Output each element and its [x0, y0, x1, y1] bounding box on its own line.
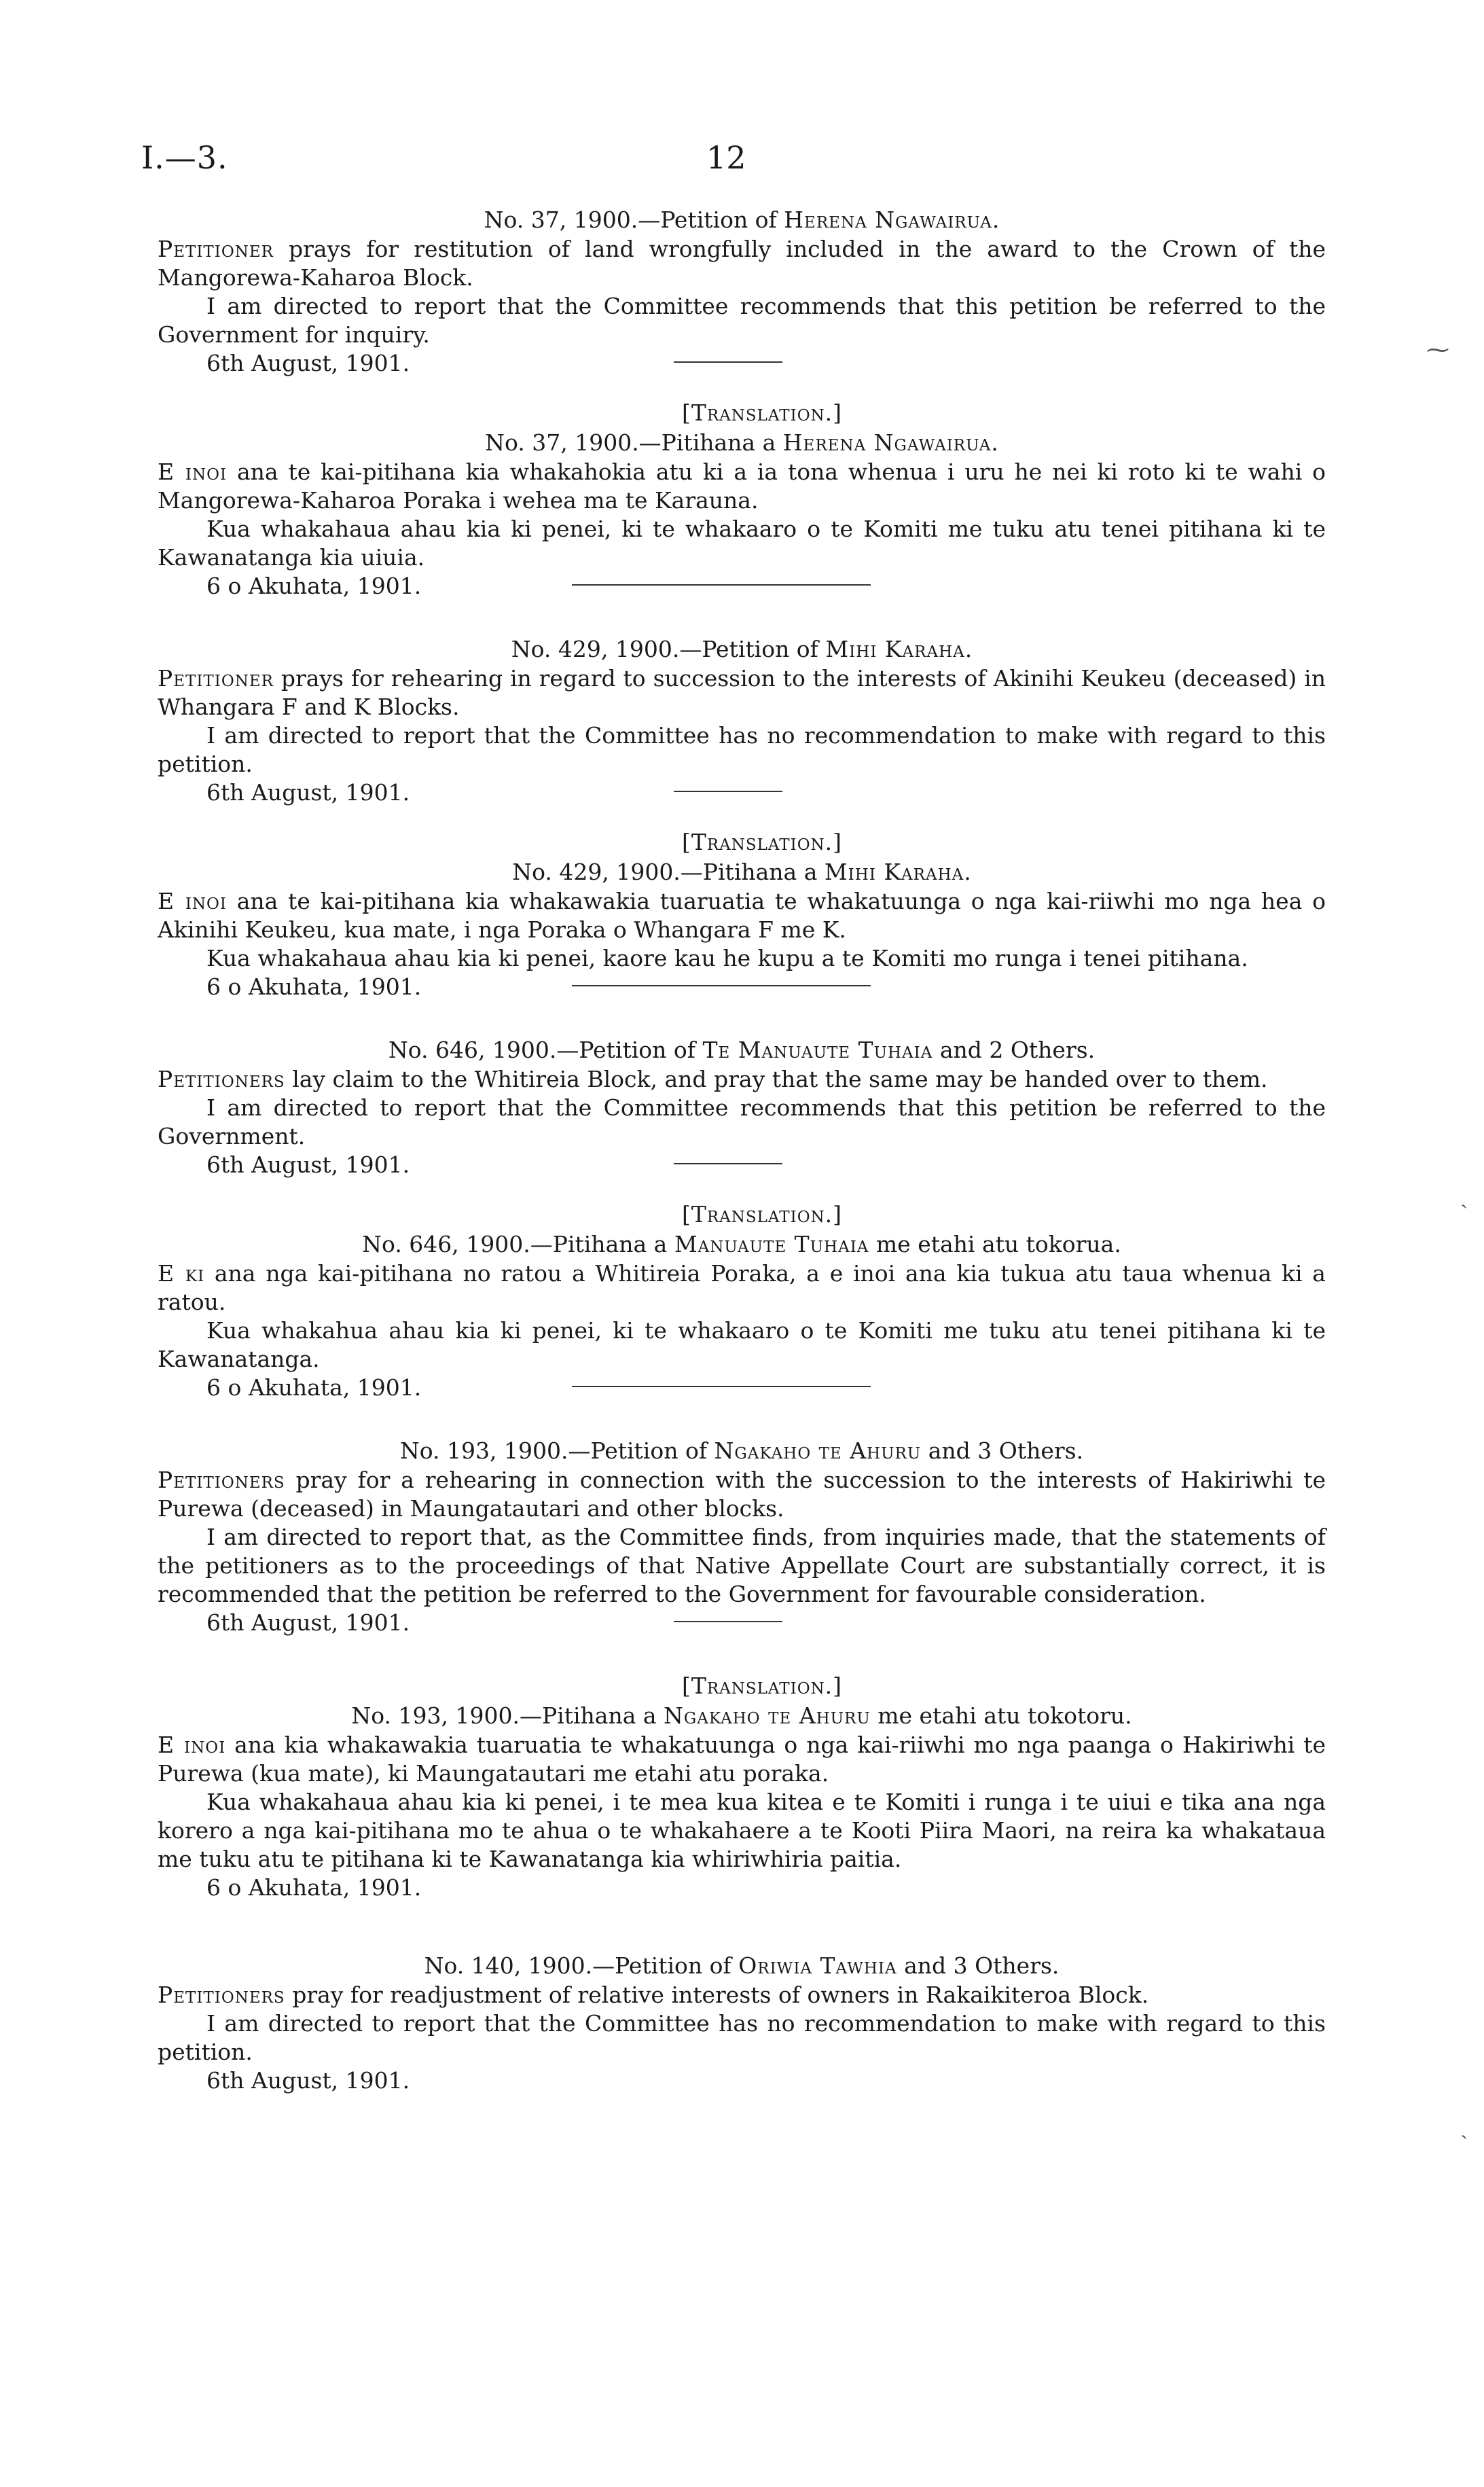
margin-mark: ˏ	[1460, 1182, 1468, 1209]
committee-report: Kua whakahaua ahau kia ki penei, ki te whakaaro o te Komiti me tuku atu tenei pitihana ki te Kawanatanga kia uiuia.	[158, 516, 1326, 571]
report-date: 6 o Akuhata, 1901.	[206, 1874, 422, 1901]
petition-prayer: E inoi ana kia whakawakia tuaruatia te whakatuunga o nga kai-riiwhi mo nga paanga o Hakiriwhi te Purewa (kua mate), ki Maungatautari me etahi atu poraka.	[158, 1732, 1326, 1787]
petition-prayer: E ki ana nga kai-pitihana no ratou a Whitireia Poraka, a e inoi ana kia tukua atu taua whenua ki a ratou.	[158, 1260, 1326, 1315]
petition-prayer: Petitioner prays for restitution of land wrongfully included in the award to the Crown of the Mangorewa-Kaharoa Block.	[158, 236, 1326, 291]
petition-prayer: E inoi ana te kai-pitihana kia whakahokia atu ki a ia tona whenua i uru he nei ki roto ki te wahi o Mangorewa-Kaharoa Poraka i wehea ma te Karauna.	[158, 459, 1326, 514]
committee-report: I am directed to report that, as the Committee finds, from inquiries made, that the statements of the petitioners as to the proceedings of that Native Appellate Court are substantially correct, it is recommended that the petition be referred to the Government for favourable consideration.	[158, 1524, 1326, 1607]
report-date: 6th August, 1901.	[206, 350, 410, 376]
petition-646-english	[158, 1035, 1326, 1178]
page-number: 12	[706, 139, 746, 176]
report-date: 6th August, 1901.	[206, 2067, 410, 2094]
petition-title: No. 429, 1900.—Petition of Mihi Karaha.	[511, 636, 973, 662]
petition-37-english	[158, 205, 1326, 376]
committee-report: Kua whakahaua ahau kia ki penei, kaore kau he kupu a te Komiti mo runga i tenei pitihana.	[206, 945, 1248, 971]
report-date: 6 o Akuhata, 1901.	[206, 1374, 422, 1401]
petition-prayer: Petitioners pray for readjustment of relative interests of owners in Rakaikiteroa Block.	[158, 1982, 1149, 2008]
committee-report: I am directed to report that the Committee has no recommendation to make with regard to this petition.	[158, 2010, 1326, 2065]
margin-mark: ˎ	[1460, 2113, 1468, 2140]
report-date: 6 o Akuhata, 1901.	[206, 573, 422, 599]
petition-429-english	[158, 634, 1326, 806]
translation-label: [Translation.]	[681, 399, 843, 426]
committee-report: I am directed to report that the Committee has no recommendation to make with regard to this petition.	[158, 722, 1326, 777]
committee-report: I am directed to report that the Committee recommends that this petition be referred to the Government for inquiry.	[158, 293, 1326, 348]
committee-report: I am directed to report that the Committee recommends that this petition be referred to the Government.	[158, 1094, 1326, 1149]
petition-title: No. 429, 1900.—Pitihana a Mihi Karaha.	[512, 859, 971, 885]
report-date: 6th August, 1901.	[206, 779, 410, 806]
report-date: 6th August, 1901.	[206, 1151, 410, 1178]
petition-prayer: Petitioners lay claim to the Whitireia Block, and pray that the same may be handed over to them.	[158, 1066, 1268, 1092]
report-date: 6 o Akuhata, 1901.	[206, 973, 422, 1000]
petition-140-english	[158, 1951, 1326, 2095]
petition-title: No. 193, 1900.—Pitihana a Ngakaho te Ahuru me etahi atu tokotoru.	[351, 1702, 1132, 1729]
petition-193-english	[158, 1436, 1326, 1636]
translation-label: [Translation.]	[681, 1201, 843, 1228]
petition-list	[158, 205, 1326, 2095]
petition-title: No. 646, 1900.—Petition of Te Manuaute Tuhaia and 2 Others.	[388, 1037, 1096, 1063]
committee-report: Kua whakahua ahau kia ki penei, ki te whakaaro o te Komiti me tuku atu tenei pitihana ki te Kawanatanga.	[158, 1317, 1326, 1372]
petition-title: No. 193, 1900.—Petition of Ngakaho te Ahuru and 3 Others.	[399, 1437, 1084, 1464]
petition-prayer: Petitioner prays for rehearing in regard to succession to the interests of Akinihi Keukeu (deceased) in Whangara F and K Blocks.	[158, 665, 1326, 720]
petition-prayer: E inoi ana te kai-pitihana kia whakawakia tuaruatia te whakatuunga o nga kai-riiwhi mo nga hea o Akinihi Keukeu, kua mate, i nga Poraka o Whangara F me K.	[158, 888, 1326, 943]
petition-193-translation	[158, 1671, 1326, 1902]
petition-title: No. 37, 1900.—Pitihana a Herena Ngawairua.	[485, 429, 998, 456]
petition-429-translation	[158, 827, 1326, 1000]
margin-mark: ⁓	[1426, 336, 1449, 363]
series-reference: I.—3.	[141, 139, 228, 176]
petition-title: No. 140, 1900.—Petition of Oriwia Tawhia and 3 Others.	[424, 1952, 1060, 1979]
translation-label: [Translation.]	[681, 829, 843, 855]
petition-title: No. 646, 1900.—Pitihana a Manuaute Tuhaia me etahi atu tokorua.	[362, 1231, 1121, 1257]
petition-prayer: Petitioners pray for a rehearing in connection with the succession to the interests of Hakiriwhi te Purewa (deceased) in Maungatautari and other blocks.	[158, 1467, 1326, 1522]
committee-report: Kua whakahaua ahau kia ki penei, i te mea kua kitea e te Komiti i runga i te uiui e tika ana nga korero a nga kai-pitihana mo te ahua o te whakahaere a te Kooti Piira Maori, na reira ka whakataua me tuku atu te pitihana ki te Kawanatanga kia whiriwhiria paitia.	[158, 1789, 1326, 1872]
petition-37-translation	[158, 398, 1326, 599]
petition-title: No. 37, 1900.—Petition of Herena Ngawairua.	[484, 207, 1000, 233]
translation-label: [Translation.]	[681, 1672, 843, 1699]
report-date: 6th August, 1901.	[206, 1609, 410, 1636]
petition-646-translation	[158, 1200, 1326, 1401]
